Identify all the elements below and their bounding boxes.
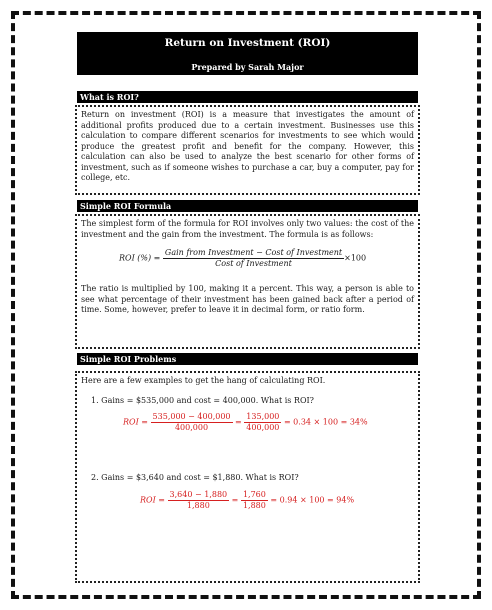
section-heading-formula: Simple ROI Formula [77,200,418,212]
section-heading-problems: Simple ROI Problems [77,353,418,365]
formula-outro: The ratio is multiplied by 100, making it a percent. This way, a person is able to see what percentage of their investment has been gained back after a period of time. Some, however, prefer to leave it in decimal form, or ratio form. [81,284,414,314]
formula-intro: The simplest form of the formula for ROI involves only two values: the cost of the investment and the gain from the investment. The formula is as follows: [81,219,414,239]
problem-1-num2: 135,000 [246,412,280,421]
formula-numerator: Gain from Investment − Cost of Investment [164,248,343,257]
problem-1-solution: ROI = $\frac{535,000 - 400,000}{400,000}$ = $\frac{135,000}{400,000}$ = 0.34 × 100 = 34% [123,412,368,432]
problem-2-fraction-1 [168,490,230,511]
problem-1-lhs: ROI = [123,417,148,427]
problem-1-num1: 535,000 − 400,000 [152,412,231,421]
formula-box [75,214,420,349]
formula-lhs: ROI (%) = [119,253,161,263]
problem-2-result: = 0.94 × 100 = 94% [270,495,355,505]
section-heading-what-is-roi: What is ROI? [77,91,418,103]
formula-equation [81,240,414,284]
problem-1-result: = 0.34 × 100 = 34% [283,417,368,427]
formula-fraction [163,248,344,269]
problem-2-den2: 1,880 [242,501,266,510]
problem-2-question: 2. Gains = $3,640 and cost = $1,880. What is ROI? [91,473,299,482]
problem-1-question: 1. Gains = $535,000 and cost = 400,000. What is ROI? [91,396,314,405]
what-is-roi-text: Return on investment (ROI) is a measure that investigates the amount of additional profits produced due to a certain investment. Businesses use this calculation to compare different scenarios for investments to see which would produce the greatest profit and benefit for the company. However, this calculation can also be used to analyze the best scenario for other forms of investment, such as if someone wishes to purchase a car, buy a computer, pay for college, etc. [81,110,414,182]
problem-2-num1: 3,640 − 1,880 [169,490,228,499]
problems-intro: Here are a few examples to get the hang of calculating ROI. [81,376,326,385]
problem-1-den2: 400,000 [246,423,280,432]
formula-denominator: Cost of Investment [215,259,292,268]
author-line: Prepared by Sarah Major [191,62,304,72]
title-banner [77,32,418,75]
problem-2-solution: ROI = $\frac{3,640 - 1,880}{1,880}$ = $\frac{1,760}{1,880}$ = 0.94 × 100 = 94% [140,490,355,510]
problem-1-fraction-2 [244,412,281,433]
problem-2-den1: 1,880 [186,501,210,510]
problem-2-lhs: ROI = [140,495,165,505]
problem-1-fraction-1 [151,412,233,433]
what-is-roi-box [75,105,420,195]
formula-multiplier: ×100 [344,253,367,263]
page-title: Return on Investment (ROI) [164,37,331,49]
problem-1-den1: 400,000 [174,423,209,432]
problem-2-num2: 1,760 [242,490,266,499]
problem-2-fraction-2 [241,490,268,511]
